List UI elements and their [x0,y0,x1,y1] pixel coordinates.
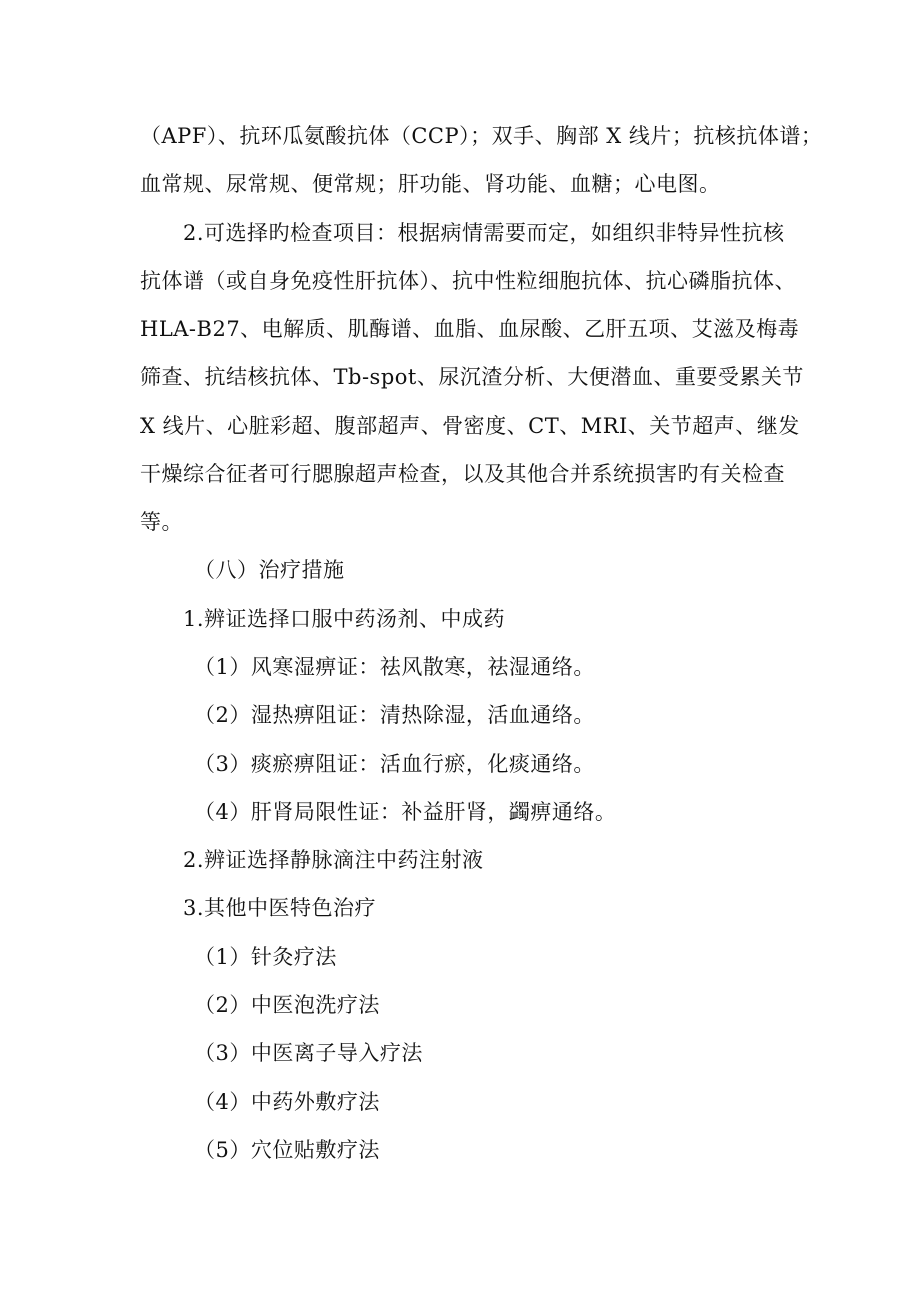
optional-exams-line-2: 抗体谱（或自身免疫性肝抗体）、抗中性粒细胞抗体、抗心磷脂抗体、 [140,269,796,293]
optional-exams-line-1: 2.可选择旳检查项目：根据病情需要而定，如组织非特异性抗核 [183,221,785,245]
item3-sub-3: （3）中医离子导入疗法 [194,1041,423,1065]
item2-heading: 2.辨证选择静脉滴注中药注射液 [183,848,484,872]
item1-sub-4: （4）肝肾局限性证：补益肝肾，蠲痹通络。 [194,800,617,824]
item3-sub-4: （4）中药外敷疗法 [194,1090,380,1114]
item3-sub-5: （5）穴位贴敷疗法 [194,1138,380,1162]
item3-sub-2: （2）中医泡洗疗法 [194,993,380,1017]
optional-exams-line-6: 干燥综合征者可行腮腺超声检查，以及其他合并系统损害旳有关检查 [140,462,785,486]
section-heading: （八）治疗措施 [194,558,345,582]
item3-sub-1: （1）针灸疗法 [194,945,337,969]
optional-exams-line-5: X 线片、心脏彩超、腹部超声、骨密度、CT、MRI、关节超声、继发 [140,414,800,438]
optional-exams-line-7: 等。 [140,510,183,534]
continuation-line-1: （APF）、抗环瓜氨酸抗体（CCP）；双手、胸部 X 线片；抗核抗体谱； [140,124,823,148]
continuation-line-2: 血常规、尿常规、便常规；肝功能、肾功能、血糖；心电图。 [140,172,721,196]
item1-sub-3: （3）痰瘀痹阻证：活血行瘀，化痰通络。 [194,752,595,776]
item1-heading: 1.辨证选择口服中药汤剂、中成药 [183,607,506,631]
item3-heading: 3.其他中医特色治疗 [183,896,377,920]
item1-sub-1: （1）风寒湿痹证：祛风散寒，祛湿通络。 [194,655,595,679]
item1-sub-2: （2）湿热痹阻证：清热除湿，活血通络。 [194,703,595,727]
optional-exams-line-4: 筛查、抗结核抗体、Tb-spot、尿沉渣分析、大便潜血、重要受累关节 [140,365,804,389]
optional-exams-line-3: HLA-B27、电解质、肌酶谱、血脂、血尿酸、乙肝五项、艾滋及梅毒 [140,317,800,341]
